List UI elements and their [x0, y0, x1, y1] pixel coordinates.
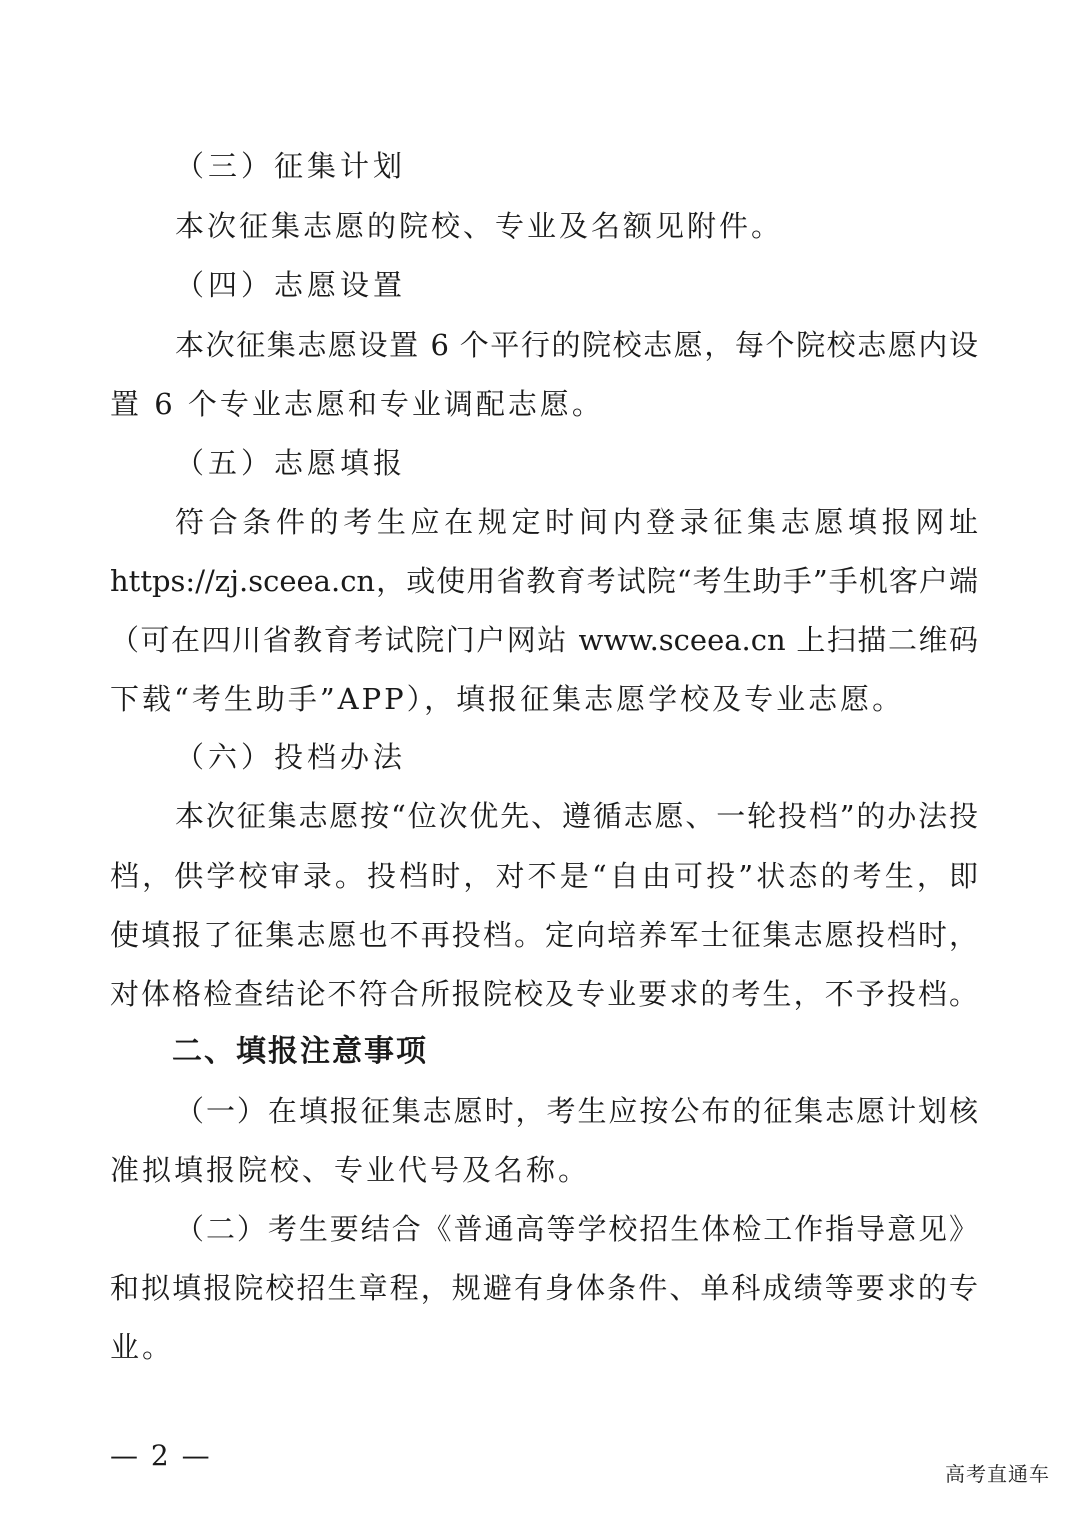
paragraph-line: 本次征集志愿的院校、专业及名额见附件。: [175, 209, 784, 243]
section-heading-settings: （四）志愿设置: [175, 268, 407, 302]
paragraph-line: 下载“考生助手”APP），填报征集志愿学校及专业志愿。: [110, 682, 905, 716]
paragraph-line: 准拟填报院校、专业代号及名称。: [110, 1153, 591, 1187]
paragraph-line: 符合条件的考生应在规定时间内登录征集志愿填报网址: [175, 505, 978, 539]
paragraph-line: 业。: [110, 1330, 175, 1364]
paragraph-line: 和拟填报院校招生章程，规避有身体条件、单科成绩等要求的专: [110, 1271, 978, 1305]
section-heading-filling: （五）志愿填报: [175, 446, 407, 480]
page-number: — 2 —: [110, 1439, 212, 1472]
paragraph-line: 档，供学校审录。投档时，对不是“自由可投”状态的考生，即: [110, 859, 978, 893]
section-heading-plan: （三）征集计划: [175, 149, 407, 183]
paragraph-line: 置 6 个专业志愿和专业调配志愿。: [110, 387, 604, 421]
section-heading-method: （六）投档办法: [175, 740, 407, 774]
paragraph-line: 使填报了征集志愿也不再投档。定向培养军士征集志愿投档时，: [110, 918, 978, 952]
paragraph-line: 本次征集志愿设置 6 个平行的院校志愿，每个院校志愿内设: [175, 328, 978, 362]
paragraph-line: 对体格检查结论不符合所报院校及专业要求的考生，不予投档。: [110, 977, 978, 1011]
paragraph-line: 本次征集志愿按“位次优先、遵循志愿、一轮投档”的办法投: [175, 799, 978, 833]
paragraph-line: （可在四川省教育考试院门户网站 www.sceea.cn 上扫描二维码: [110, 623, 978, 657]
watermark-text: 高考直通车: [945, 1462, 1050, 1486]
paragraph-line: （一）在填报征集志愿时，考生应按公布的征集志愿计划核: [175, 1094, 978, 1128]
paragraph-line: （二）考生要结合《普通高等学校招生体检工作指导意见》: [175, 1212, 978, 1246]
section-heading-notes: 二、填报注意事项: [172, 1034, 428, 1069]
paragraph-line: https://zj.sceea.cn，或使用省教育考试院“考生助手”手机客户端: [110, 564, 978, 598]
